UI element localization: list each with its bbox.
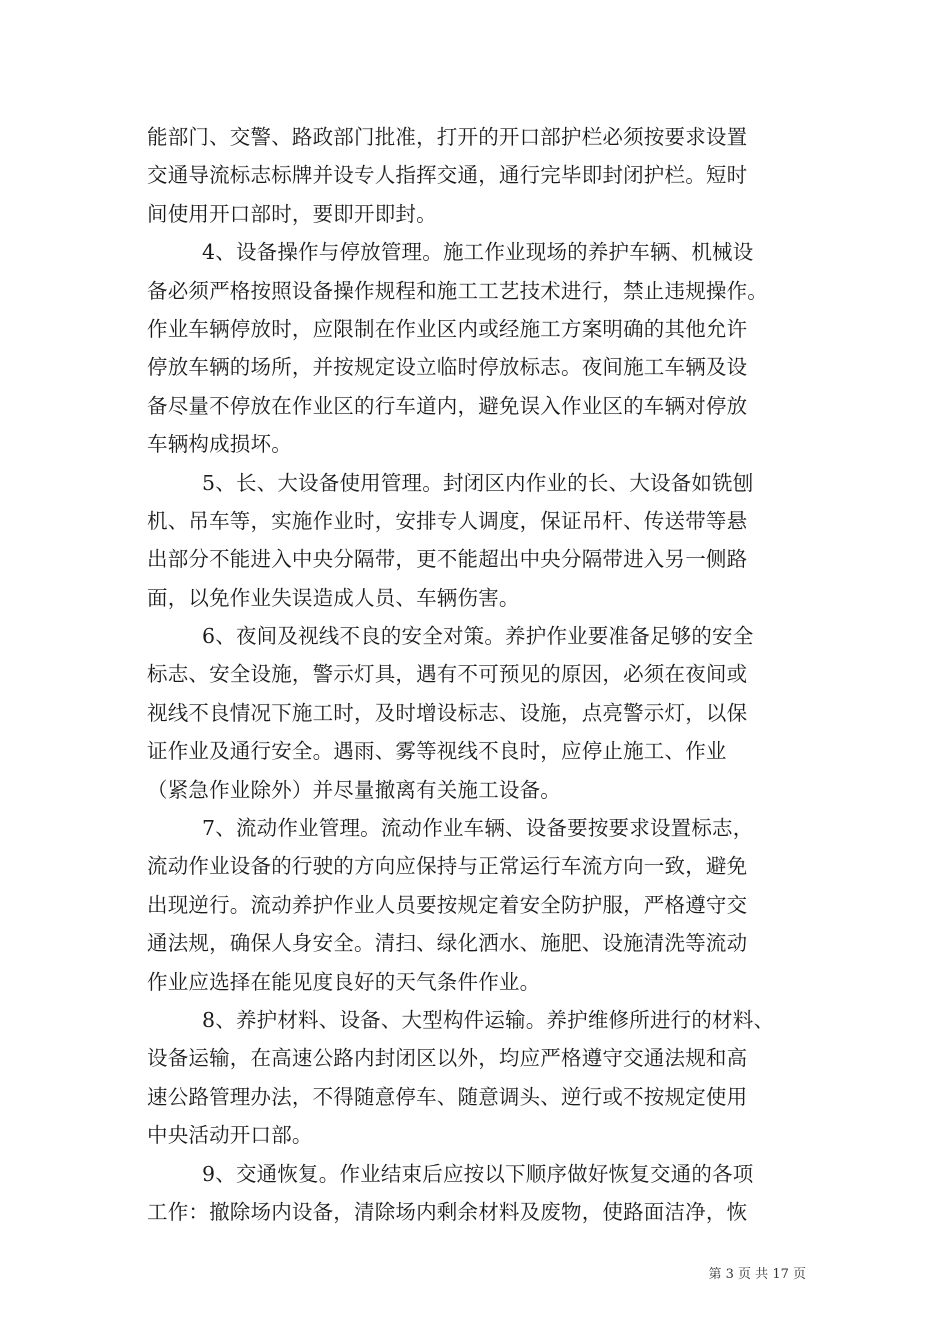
text-line: 速公路管理办法，不得随意停车、随意调头、逆行或不按规定使用 bbox=[147, 1084, 748, 1109]
text-line: 出部分不能进入中央分隔带，更不能超出中央分隔带进入另一侧路 bbox=[147, 547, 748, 572]
text-line: （紧急作业除外）并尽量撤离有关施工设备。 bbox=[147, 777, 561, 802]
text-line: 工作：撤除场内设备，清除场内剩余材料及废物，使路面洁净，恢 bbox=[147, 1199, 748, 1224]
text-line: 停放车辆的场所，并按规定设立临时停放标志。夜间施工车辆及设 bbox=[147, 355, 748, 380]
page-number-footer: 第 3 页 共 17 页 bbox=[708, 1267, 806, 1282]
text-line: 出现逆行。流动养护作业人员要按规定着安全防护服，严格遵守交 bbox=[147, 892, 748, 917]
text-line: 作业车辆停放时，应限制在作业区内或经施工方案明确的其他允许 bbox=[147, 316, 748, 341]
text-line: 视线不良情况下施工时，及时增设标志、设施，点亮警示灯，以保 bbox=[147, 700, 748, 725]
text-line: 备尽量不停放在作业区的行车道内，避免误入作业区的车辆对停放 bbox=[147, 393, 748, 418]
text-line: 标志、安全设施，警示灯具，遇有不可预见的原因，必须在夜间或 bbox=[147, 662, 748, 687]
paragraph-first-line: 4、设备操作与停放管理。施工作业现场的养护车辆、机械设 bbox=[202, 240, 754, 265]
paragraph-first-line: 6、夜间及视线不良的安全对策。养护作业要准备足够的安全 bbox=[202, 624, 754, 649]
text-line: 交通导流标志标牌并设专人指挥交通，通行完毕即封闭护栏。短时 bbox=[147, 163, 748, 188]
paragraph-first-line: 7、流动作业管理。流动作业车辆、设备要按要求设置标志， bbox=[202, 816, 754, 841]
text-line: 备必须严格按照设备操作规程和施工工艺技术进行，禁止违规操作。 bbox=[147, 278, 768, 303]
text-line: 中央活动开口部。 bbox=[147, 1123, 313, 1148]
text-line: 间使用开口部时，要即开即封。 bbox=[147, 201, 437, 226]
paragraph-first-line: 8、养护材料、设备、大型构件运输。养护维修所进行的材料、 bbox=[202, 1007, 775, 1032]
paragraph-first-line: 9、交通恢复。作业结束后应按以下顺序做好恢复交通的各项 bbox=[202, 1161, 754, 1186]
text-line: 通法规，确保人身安全。清扫、绿化洒水、施肥、设施清洗等流动 bbox=[147, 931, 748, 956]
text-line: 机、吊车等，实施作业时，安排专人调度，保证吊杆、传送带等悬 bbox=[147, 508, 748, 533]
paragraph-first-line: 5、长、大设备使用管理。封闭区内作业的长、大设备如铣刨 bbox=[202, 470, 754, 495]
text-line: 能部门、交警、路政部门批准，打开的开口部护栏必须按要求设置 bbox=[147, 125, 748, 149]
text-line: 设备运输，在高速公路内封闭区以外，均应严格遵守交通法规和高 bbox=[147, 1046, 748, 1071]
text-line: 面，以免作业失误造成人员、车辆伤害。 bbox=[147, 585, 520, 610]
text-line: 车辆构成损坏。 bbox=[147, 432, 292, 457]
document-body bbox=[147, 118, 807, 1231]
text-line: 证作业及通行安全。遇雨、雾等视线不良时，应停止施工、作业 bbox=[147, 739, 727, 764]
text-line: 作业应选择在能见度良好的天气条件作业。 bbox=[147, 969, 541, 994]
text-line: 流动作业设备的行驶的方向应保持与正常运行车流方向一致，避免 bbox=[147, 854, 748, 879]
